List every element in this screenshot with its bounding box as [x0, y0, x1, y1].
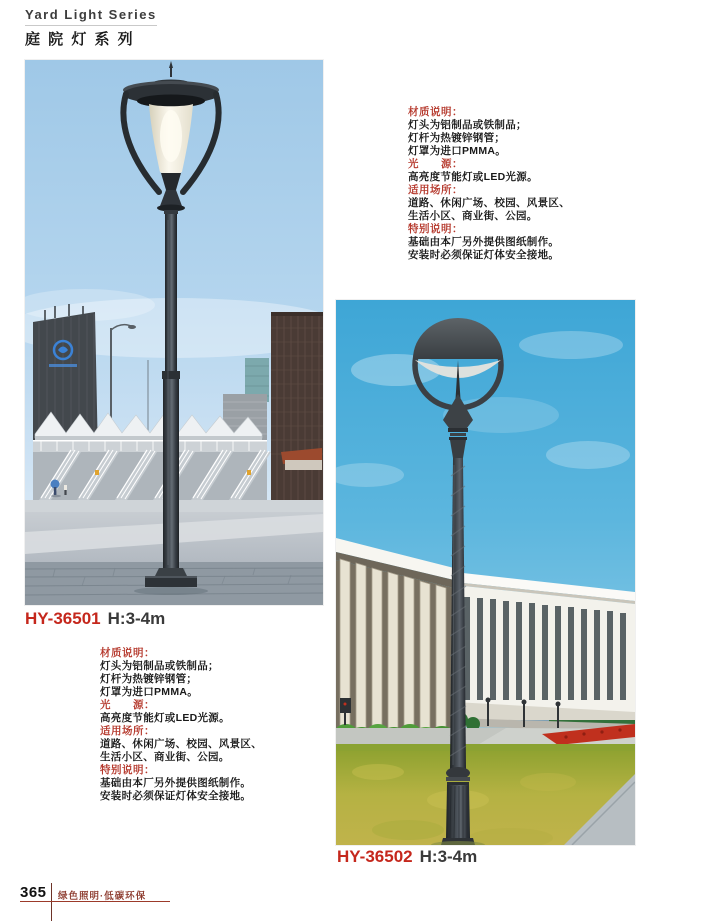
- product-code: HY-36502: [337, 847, 413, 866]
- footer-slogan: 绿色照明·低碳环保: [58, 891, 147, 902]
- spec-block-bottom-left: [100, 647, 325, 803]
- spec-line: 基础由本厂另外提供图纸制作。: [100, 777, 252, 789]
- spec-line: 灯头为铝制品或铁制品；: [100, 660, 219, 672]
- photo-product-hy36501: [25, 60, 323, 605]
- product-code: HY-36501: [25, 609, 101, 628]
- spec-block-top-right: [408, 106, 633, 262]
- product-height: H:3-4m: [107, 609, 166, 628]
- spec-line: 生活小区、商业街、公园。: [100, 751, 230, 763]
- spec-line: 安装时必须保证灯体安全接地。: [408, 249, 560, 261]
- spec-heading-applications: 适用场所：: [100, 725, 155, 737]
- spec-line: 灯罩为进口PMMA。: [408, 145, 507, 157]
- spec-heading-light-source: 光 源：: [100, 699, 155, 711]
- product-label-hy36501: [25, 609, 165, 629]
- spec-line: 道路、休闲广场、校园、风景区、: [408, 197, 570, 209]
- spec-line: 高亮度节能灯或LED光源。: [100, 712, 230, 724]
- photo-product-hy36502: [336, 300, 635, 845]
- spec-heading-material: 材质说明：: [408, 106, 463, 118]
- spec-line: 基础由本厂另外提供图纸制作。: [408, 236, 560, 248]
- scene-hall-lawn: [336, 300, 635, 845]
- page-number: 365: [20, 884, 47, 901]
- spec-heading-special-notes: 特别说明：: [408, 223, 463, 235]
- spec-line: 灯杆为热镀锌钢管；: [100, 673, 198, 685]
- spec-heading-light-source: 光 源：: [408, 158, 463, 170]
- spec-heading-special-notes: 特别说明：: [100, 764, 155, 776]
- fluted-base: [446, 785, 470, 838]
- spec-line: 安装时必须保证灯体安全接地。: [100, 790, 252, 802]
- spec-line: 高亮度节能灯或LED光源。: [408, 171, 538, 183]
- footer-divider-vertical: [51, 883, 52, 921]
- spec-line: 生活小区、商业街、公园。: [408, 210, 538, 222]
- scene-plaza-overpass: [25, 60, 323, 605]
- walkway: [33, 440, 267, 452]
- page-title-en: Yard Light Series: [25, 7, 157, 26]
- product-label-hy36502: [337, 847, 477, 867]
- page-title-zh: 庭 院 灯 系 列: [25, 31, 135, 48]
- spec-line: 灯罩为进口PMMA。: [100, 686, 199, 698]
- brown-tower: [271, 312, 323, 316]
- spec-line: 灯杆为热镀锌钢管；: [408, 132, 506, 144]
- product-height: H:3-4m: [419, 847, 478, 866]
- spec-heading-material: 材质说明：: [100, 647, 155, 659]
- spec-line: 道路、休闲广场、校园、风景区、: [100, 738, 262, 750]
- spec-heading-applications: 适用场所：: [408, 184, 463, 196]
- spec-line: 灯头为铝制品或铁制品；: [408, 119, 527, 131]
